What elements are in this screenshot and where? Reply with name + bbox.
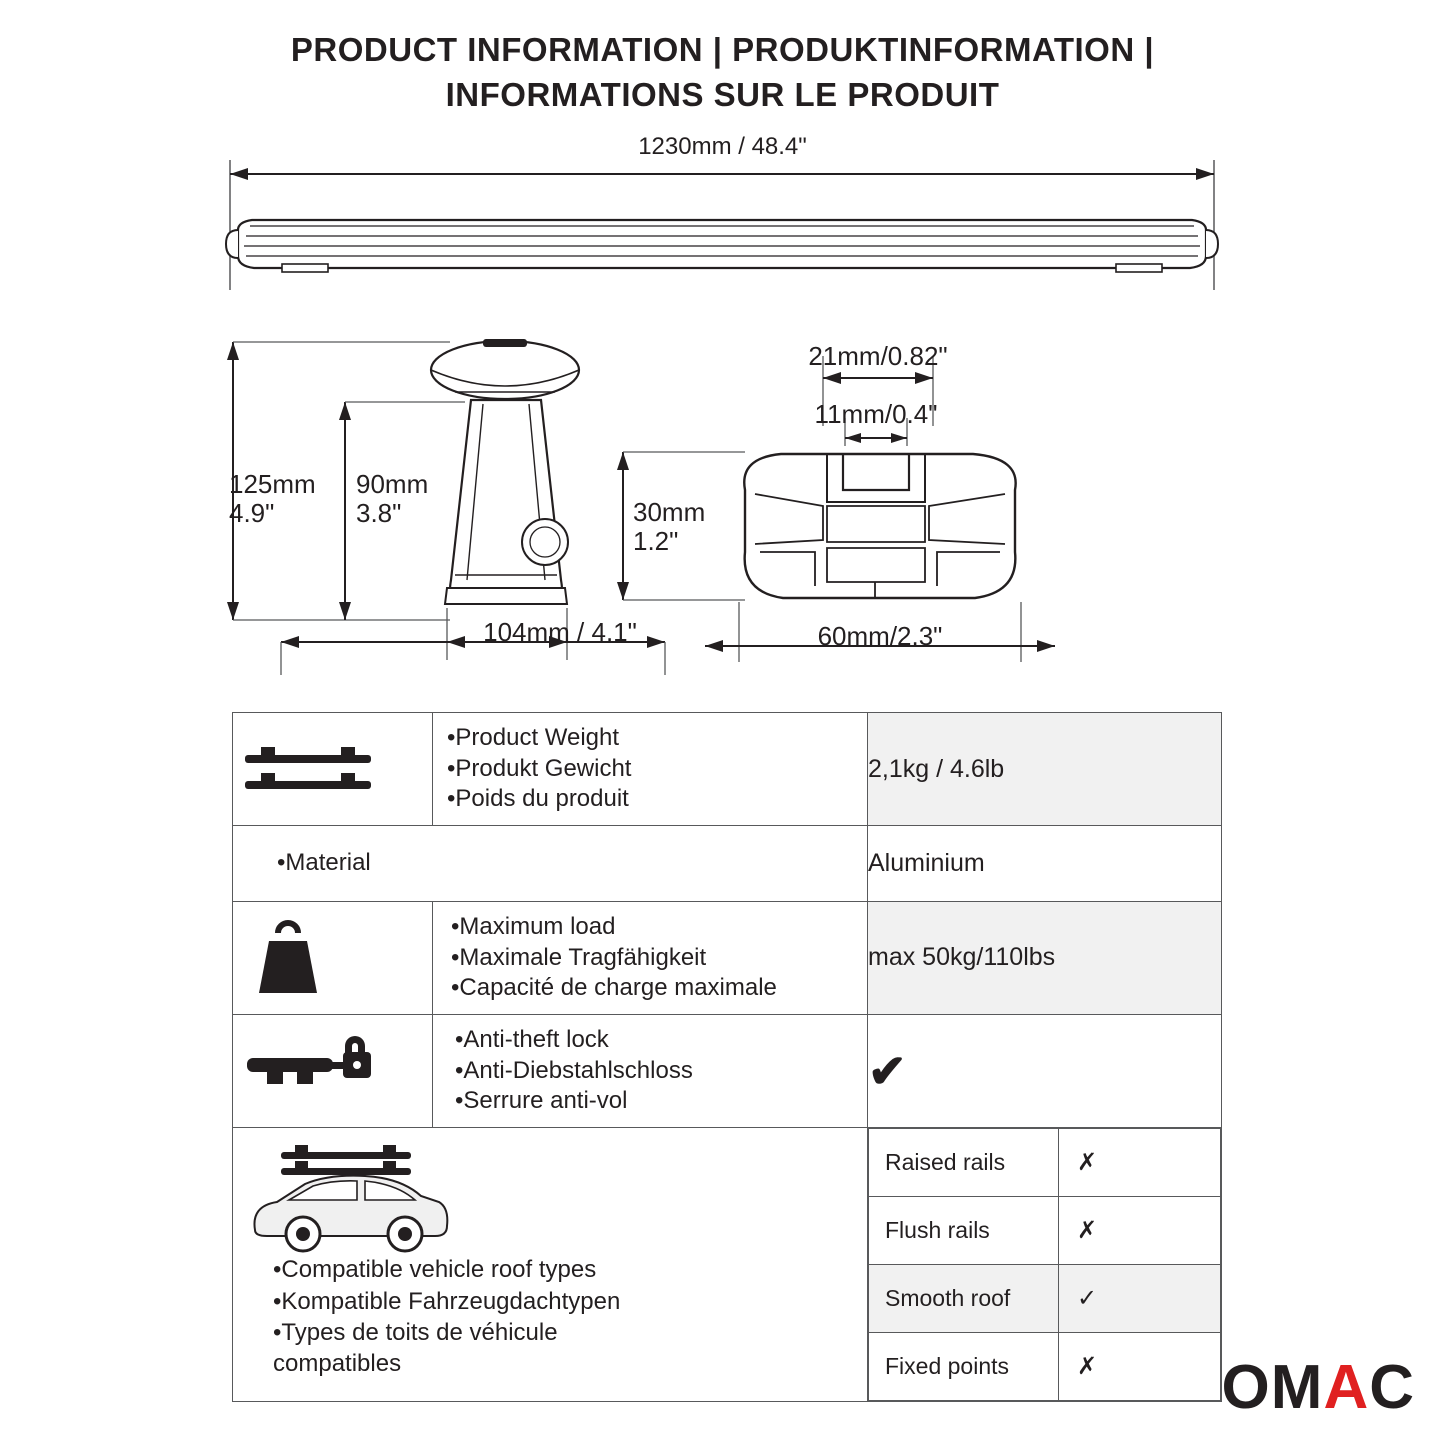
flush-rails-mark: ✗ [1059,1197,1221,1265]
technical-drawings [215,330,1225,700]
max-load-labels: •Maximum load •Maximale Tragfähigkeit •Capacité de charge maximale [433,901,868,1014]
omac-logo [1222,1352,1415,1423]
page-title-line-2: INFORMATIONS SUR LE PRODUIT [445,75,1000,113]
logo-letter-a: A [1323,1353,1370,1422]
fixed-points-label: Fixed points [869,1333,1059,1401]
foot-total-height-label: 125mm 4.9" [229,469,316,529]
crossbar-top-view [222,160,1222,290]
raised-rails-mark: ✗ [1059,1129,1221,1197]
list-item [869,1265,1221,1333]
compatibility-list [868,1128,1222,1402]
spec-table [232,712,1222,1402]
logo-letter-m: M [1270,1353,1324,1422]
list-item [869,1129,1221,1197]
logo-letter-o: O [1221,1353,1271,1422]
crossbars-icon [233,713,433,826]
max-load-value: max 50kg/110lbs [868,901,1222,1014]
lock-icon [233,1015,433,1128]
list-item [869,1333,1221,1401]
table-row [233,1015,1222,1128]
profile-height-label: 30mm 1.2" [633,497,706,557]
profile-inner-slot-label: 11mm/0.4" [814,399,938,429]
page-title-line-1: PRODUCT INFORMATION | PRODUKTINFORMATION | [290,31,1155,68]
foot-inner-height-label: 90mm 3.8" [356,469,429,529]
profile-width-label: 60mm/2.3" [817,621,943,651]
raised-rails-label: Raised rails [869,1129,1059,1197]
weight-icon [233,901,433,1014]
profile-top-slot-label: 21mm/0.82" [808,341,948,371]
material-value: Aluminium [868,826,1222,902]
foot-width-label: 104mm / 4.1" [483,617,637,647]
bar-length-label: 1230mm / 48.4" [638,133,807,160]
table-row [233,826,1222,902]
table-row [233,713,1222,826]
compatibility-labels [233,1128,868,1402]
material-labels: •Material [233,826,868,902]
fixed-points-mark: ✗ [1059,1333,1221,1401]
compatibility-text: •Compatible vehicle roof types •Kompatible Fahrzeugdachtypen •Types de toits de véhicule compatibles [273,1256,621,1377]
weight-labels: •Product Weight •Produkt Gewicht •Poids du produit [433,713,868,826]
car-with-rack-icon [233,1144,867,1254]
table-row [233,1128,1222,1402]
smooth-roof-mark: ✓ [1059,1265,1221,1333]
table-row [233,901,1222,1014]
list-item [869,1197,1221,1265]
logo-letter-c: C [1369,1353,1415,1422]
lock-labels: •Anti-theft lock •Anti-Diebstahlschloss •Serrure anti-vol [433,1015,868,1128]
smooth-roof-label: Smooth roof [869,1265,1059,1333]
page-title [0,28,1445,118]
flush-rails-label: Flush rails [869,1197,1059,1265]
weight-value: 2,1kg / 4.6lb [868,713,1222,826]
lock-value: ✔ [868,1015,1222,1128]
